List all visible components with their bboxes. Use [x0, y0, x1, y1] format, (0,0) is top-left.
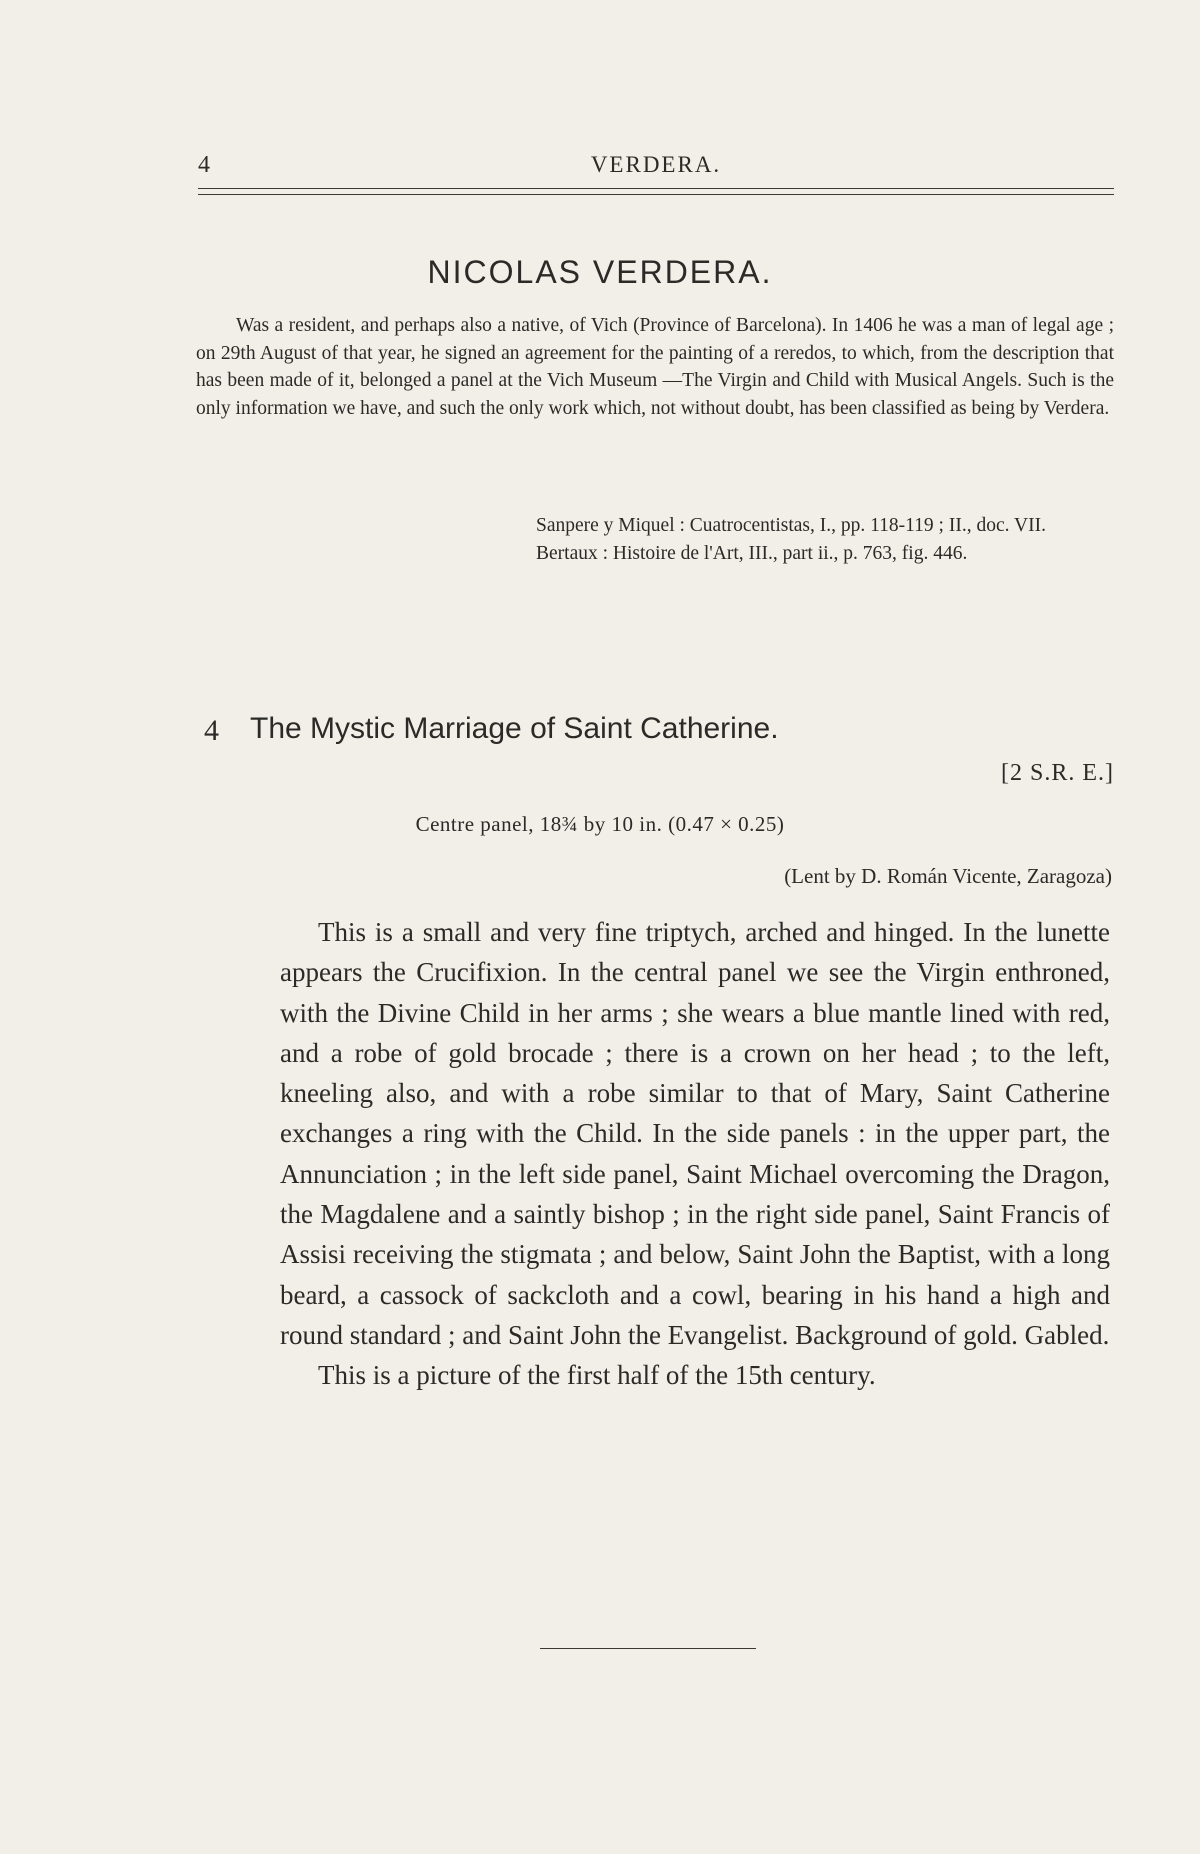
reference-bertaux: Bertaux : Histoire de l'Art, III., part ii., p. 763, fig. 446.: [536, 542, 968, 564]
dating-paragraph: This is a picture of the first half of the 15th century.: [318, 1360, 876, 1391]
artist-name: NICOLAS VERDERA.: [427, 254, 773, 290]
header-rule: [198, 188, 1114, 195]
page-number: 4: [198, 152, 210, 178]
artist-biography: Was a resident, and perhaps also a native, of Vich (Province of Barcelona). In 1406 he was a man of legal age ; on 29th August of that year, he signed an agreement for the painting of a reredos, to which, from the description that has been made of it, belonged a panel at the Vich Museum —The Virgin and Child with Musical Angels. Such is the only information we have, and such the only work which, not without doubt, has been classified as being by Verdera.: [196, 315, 1114, 419]
dimensions: Centre panel, 18¾ by 10 in. (0.47 × 0.25): [415, 812, 785, 836]
end-rule: [540, 1648, 756, 1649]
catalogue-reference: [2 S.R. E.]: [1001, 760, 1114, 786]
running-head: [198, 148, 1114, 188]
description-paragraph: This is a small and very fine triptych, arched and hinged. In the lunette appears the Crucifixion. In the central panel we see the Virgin enthroned, with the Divine Child in her arms ; she wears a blue mantle lined with red, and a robe of gold brocade ; there is a crown on her head ; to the left, kneeling also, and with a robe similar to that of Mary, Saint Catherine exchanges a ring with the Child. In the side panels : in the upper part, the Annunciation ; in the left side panel, Saint Michael overcoming the Dragon, the Magdalene and a saintly bishop ; in the right side panel, Saint Francis of Assisi receiving the stigmata ; and below, Saint John the Baptist, with a long beard, a cassock of sackcloth and a cowl, bearing in his hand a high and round standard ; and Saint John the Evangelist. Background of gold. Gabled.: [280, 917, 1110, 1350]
lender-credit: (Lent by D. Román Vicente, Zaragoza): [784, 864, 1112, 888]
entry-number: 4: [204, 714, 219, 747]
catalogue-entry-heading: [204, 712, 1114, 762]
reference-sanpere: Sanpere y Miquel : Cuatrocentistas, I., pp. 118-119 ; II., doc. VII.: [536, 515, 1046, 536]
running-title: VERDERA.: [590, 152, 722, 177]
entry-title: The Mystic Marriage of Saint Catherine.: [250, 712, 779, 745]
bibliography: [506, 512, 1114, 567]
entry-description: [280, 912, 1110, 1396]
